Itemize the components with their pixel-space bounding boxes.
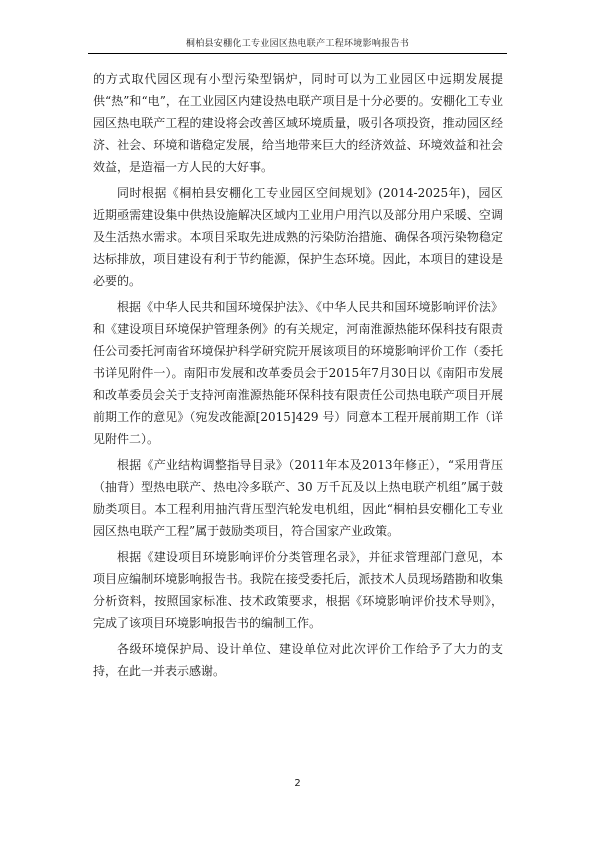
paragraph-acknowledgement: 各级环境保护局、设计单位、建设单位对此次评价工作给予了大力的支持，在此一并表示感谢。: [93, 642, 503, 678]
paragraph-report-preparation: 根据《建设项目环境影响评价分类管理名录》，并征求管理部门意见，本项目应编制环境影响报告书。我院在接受委托后，派技术人员现场踏勘和收集分析资料，按照国家标准、技术政策要求，根据《环境影响评价技术导则》，完成了该项目环境影响报告书的编制工作。: [93, 550, 503, 630]
page-number: 2: [294, 778, 301, 789]
paragraph-continuation: 的方式取代园区现有小型污染型锅炉，同时可以为工业园区中远期发展提供“热”和“电”，在工业园区内建设热电联产项目是十分必要的。安棚化工专业园区热电联产工程的建设将会改善区域环境质量，吸引各项投资，推动园区经济、社会、环境和谐稳定发展，给当地带来巨大的经济效益、环境效益和社会效益，是造福一方人民的大好事。: [93, 72, 503, 174]
paragraph-planning: 同时根据《桐柏县安棚化工专业园区空间规划》(2014-2025年)，园区近期亟需建设集中供热设施解决区域内工业用户用汽以及部分用户采暖、空调及生活热水需求。本项目采取先进成熟的污染防治措施、确保各项污染物稳定达标排放，项目建设有利于节约能源，保护生态环境。因此，本项目的建设是必要的。: [93, 186, 503, 288]
paragraph-industrial-policy: 根据《产业结构调整指导目录》（2011年本及2013年修正），“采用背压（抽背）型热电联产、热电冷多联产、30 万千瓦及以上热电联产机组”属于鼓励类项目。本工程利用抽汽背压型汽轮发电机组，因此“桐柏县安棚化工专业园区热电联产工程”属于鼓励类项目，符合国家产业政策。: [93, 458, 503, 538]
paragraph-legal-basis: 根据《中华人民共和国环境保护法》、《中华人民共和国环境影响评价法》和《建设项目环境保护管理条例》的有关规定，河南淮源热能环保科技有限责任公司委托河南省环境保护科学研究院开展该项目的环境影响评价工作（委托书详见附件一）。南阳市发展和改革委员会于2015年7月30日以《南阳市发展和改革委员会关于支持河南淮源热能环保科技有限责任公司热电联产项目开展前期工作的意见》（宛发改能源[2015]429 号）同意本工程开展前期工作（详见附件二）。: [93, 300, 503, 446]
header-rule: [88, 53, 507, 54]
document-body: [93, 68, 503, 686]
running-header: 桐柏县安棚化工专业园区热电联产工程环境影响报告书: [185, 39, 410, 49]
